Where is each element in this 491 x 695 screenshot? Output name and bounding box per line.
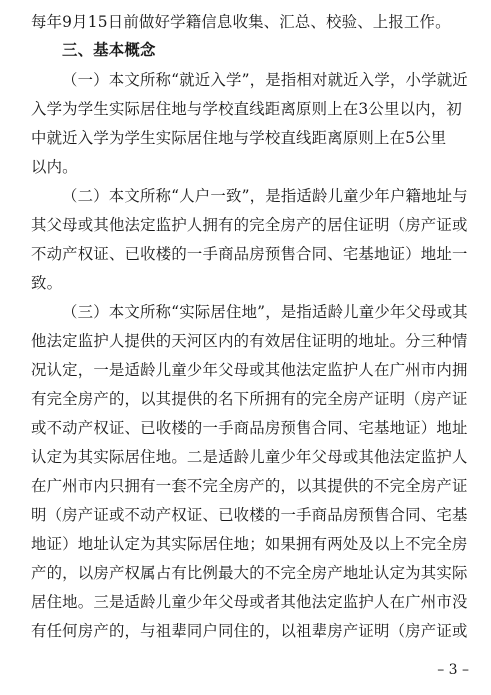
text-line: 有任何房产的，与祖辈同户同住的，以祖辈房产证明（房产证或 <box>31 622 468 640</box>
text-line: 不动产权证、已收楼的一手商品房预售合同、宅基地证）地址一 <box>31 245 468 263</box>
text-line: 有完全房产的，以其提供的名下所拥有的完全房产证明（房产证 <box>31 390 468 408</box>
paragraph-first-line: （三）本文所称“实际居住地”，是指适龄儿童少年父母或其 <box>62 303 468 321</box>
page-number: – 3 – <box>437 662 469 678</box>
text-line: 明（房产证或不动产权证、已收楼的一手商品房预售合同、宅基 <box>31 506 468 524</box>
paragraph-first-line: （二）本文所称“人户一致”，是指适龄儿童少年户籍地址与 <box>62 187 468 205</box>
text-line: 认定为其实际居住地。二是适龄儿童少年父母或其他法定监护人 <box>31 448 468 466</box>
text-line: 其父母或其他法定监护人拥有的完全房产的居住证明（房产证或 <box>31 216 468 234</box>
paragraph-first-line: （一）本文所称“就近入学”，是指相对就近入学，小学就近 <box>62 71 468 89</box>
text-line: 地证）地址认定为其实际居住地；如果拥有两处及以上不完全房 <box>31 535 468 553</box>
text-line: 他法定监护人提供的天河区内的有效居住证明的地址。分三种情 <box>31 332 468 350</box>
text-line: 入学为学生实际居住地与学校直线距离原则上在3公里以内，初 <box>31 100 462 118</box>
section-heading: 三、基本概念 <box>62 41 156 59</box>
text-line: 况认定，一是适龄儿童少年父母或其他法定监护人在广州市内拥 <box>31 361 468 379</box>
text-line: 以内。 <box>31 158 78 176</box>
text-line: 中就近入学为学生实际居住地与学校直线距离原则上在5公里 <box>31 129 447 147</box>
text-line: 或不动产权证、已收楼的一手商品房预售合同、宅基地证）地址 <box>31 419 468 437</box>
text-line: 居住地。三是适龄儿童少年父母或者其他法定监护人在广州市没 <box>31 593 468 611</box>
text-line: 产的，以房产权属占有比例最大的不完全房产地址认定为其实际 <box>31 564 468 582</box>
text-line: 致。 <box>31 274 63 292</box>
text-line: 在广州市内只拥有一套不完全房产的，以其提供的不完全房产证 <box>31 477 468 495</box>
text-line: 每年9月15日前做好学籍信息收集、汇总、校验、上报工作。 <box>31 13 451 31</box>
